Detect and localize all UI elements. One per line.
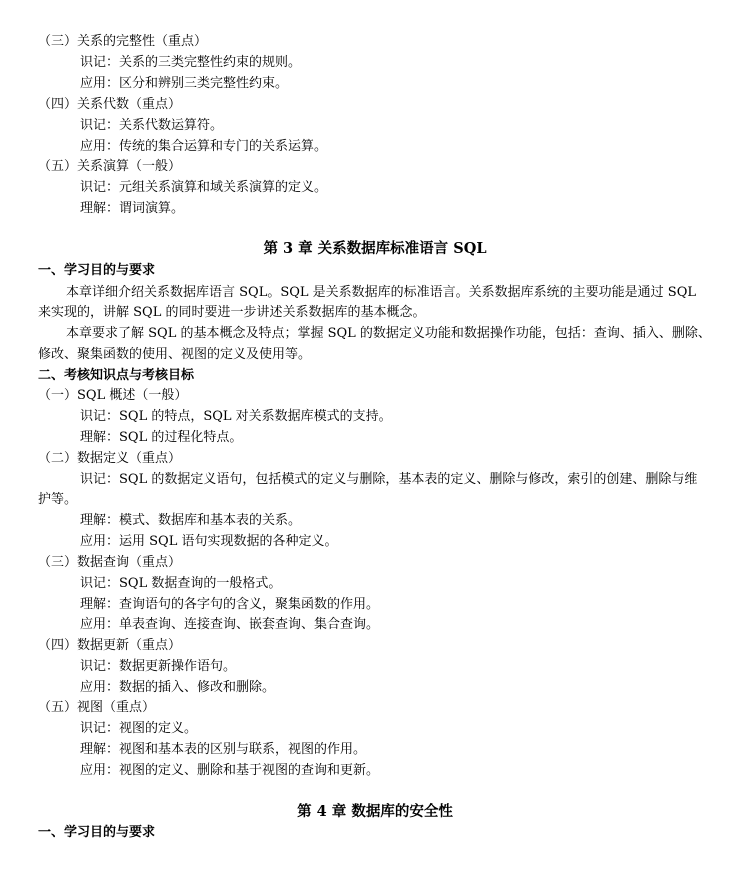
subsection-heading: （三）数据查询（重点） xyxy=(38,555,182,570)
chapter-title: 第 4 章 数据库的安全性 xyxy=(297,803,453,820)
objective-line: 识记：数据更新操作语句。 xyxy=(80,659,237,674)
paragraph-line: 修改、聚集函数的使用、视图的定义及使用等。 xyxy=(38,347,312,362)
subsection-heading: （四）关系代数（重点） xyxy=(38,97,182,112)
objective-line: 识记：元组关系演算和域关系演算的定义。 xyxy=(80,180,328,195)
objective-line: 理解：视图和基本表的区别与联系，视图的作用。 xyxy=(80,742,367,757)
section-heading: 一、学习目的与要求 xyxy=(38,263,156,278)
objective-line: 识记：视图的定义。 xyxy=(80,721,198,736)
objective-line: 应用：传统的集合运算和专门的关系运算。 xyxy=(80,139,328,154)
subsection-heading: （二）数据定义（重点） xyxy=(38,451,182,466)
objective-line: 应用：区分和辨别三类完整性约束。 xyxy=(80,76,289,91)
section-heading: 二、考核知识点与考核目标 xyxy=(38,368,195,383)
objective-line-cont: 护等。 xyxy=(38,492,78,507)
objective-line: 理解：模式、数据库和基本表的关系。 xyxy=(80,513,302,528)
objective-line: 识记：关系代数运算符。 xyxy=(80,118,224,133)
subsection-heading: （五）视图（重点） xyxy=(38,700,156,715)
objective-line: 识记：SQL 的特点，SQL 对关系数据库模式的支持。 xyxy=(80,409,392,424)
objective-line: 识记：SQL 数据查询的一般格式。 xyxy=(80,576,282,591)
objective-line: 应用：视图的定义、删除和基于视图的查询和更新。 xyxy=(80,763,380,778)
objective-line: 识记：SQL 的数据定义语句，包括模式的定义与删除，基本表的定义、删除与修改，索引的创建、删除与维 xyxy=(80,472,698,487)
subsection-heading: （三）关系的完整性（重点） xyxy=(38,34,208,49)
objective-line: 理解：谓词演算。 xyxy=(80,201,185,216)
section-heading: 一、学习目的与要求 xyxy=(38,825,156,840)
objective-line: 应用：数据的插入、修改和删除。 xyxy=(80,680,276,695)
objective-line: 识记：关系的三类完整性约束的规则。 xyxy=(80,55,302,70)
subsection-heading: （五）关系演算（一般） xyxy=(38,159,182,174)
paragraph-line: 本章要求了解 SQL 的基本概念及特点；掌握 SQL 的数据定义功能和数据操作功能，包括：查询、插入、删除、 xyxy=(66,326,711,341)
subsection-heading: （四）数据更新（重点） xyxy=(38,638,182,653)
objective-line: 理解：SQL 的过程化特点。 xyxy=(80,430,243,445)
objective-line: 应用：单表查询、连接查询、嵌套查询、集合查询。 xyxy=(80,617,380,632)
subsection-heading: （一）SQL 概述（一般） xyxy=(38,388,188,403)
chapter-title: 第 3 章 关系数据库标准语言 SQL xyxy=(263,240,487,257)
paragraph-line: 本章详细介绍关系数据库语言 SQL。SQL 是关系数据库的标准语言。关系数据库系统的主要功能是通过 SQL xyxy=(66,285,696,300)
objective-line: 理解：查询语句的各字句的含义，聚集函数的作用。 xyxy=(80,597,380,612)
objective-line: 应用：运用 SQL 语句实现数据的各种定义。 xyxy=(80,534,338,549)
paragraph-line: 来实现的，讲解 SQL 的同时要进一步讲述关系数据库的基本概念。 xyxy=(38,305,426,320)
